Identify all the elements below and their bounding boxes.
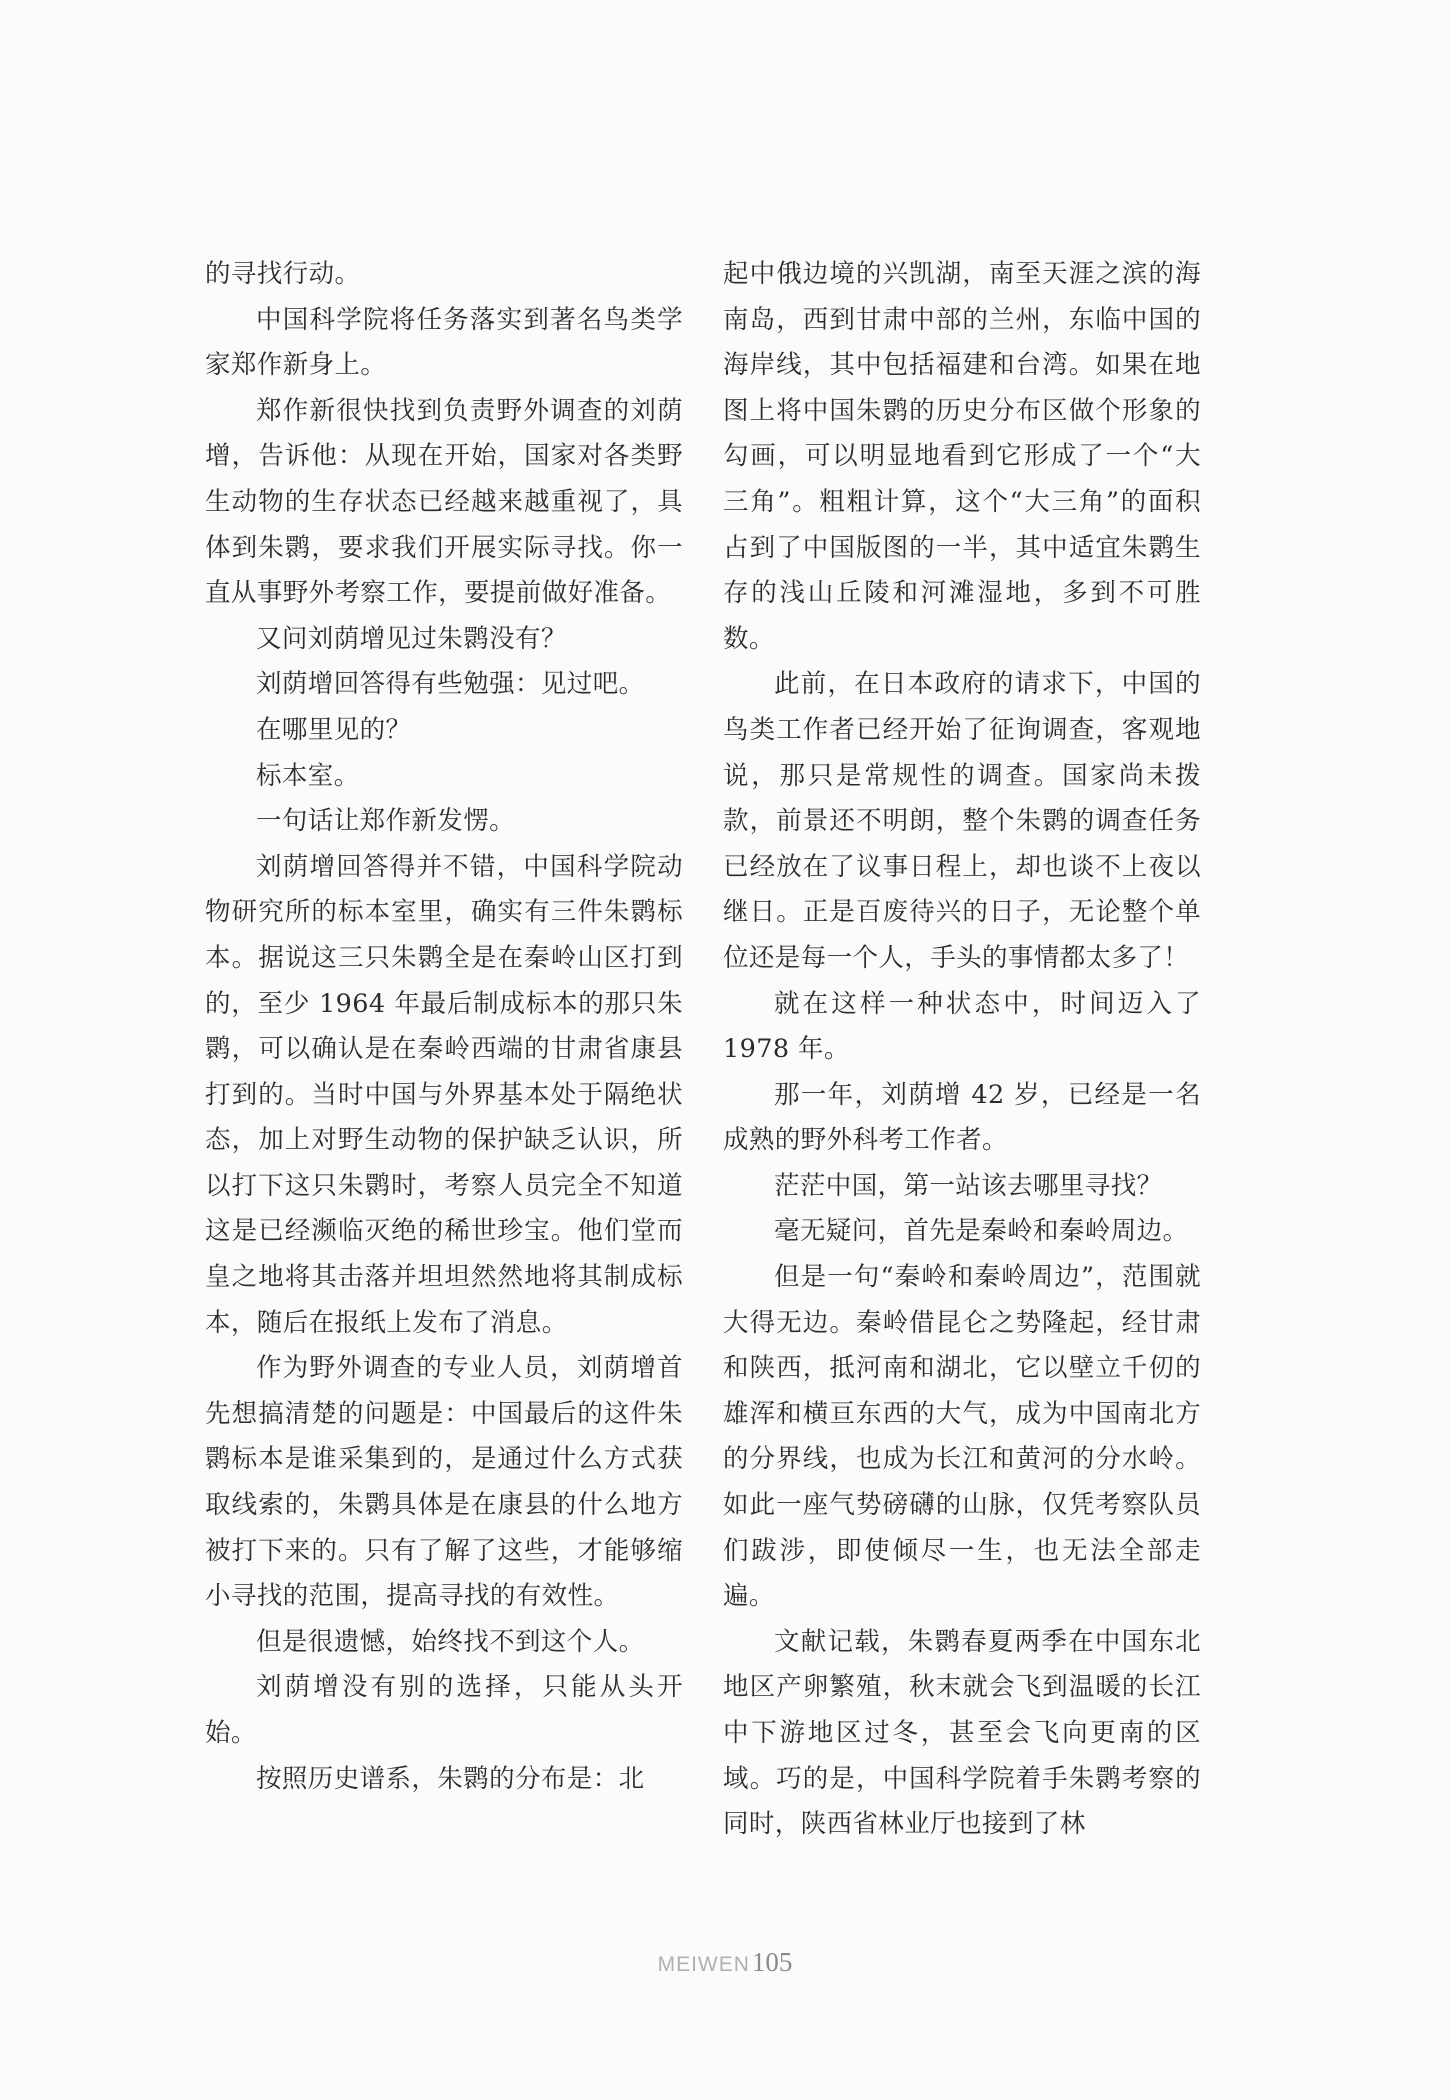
right-column	[723, 252, 1201, 1848]
paragraph: 此前，在日本政府的请求下，中国的鸟类工作者已经开始了征询调查，客观地说，那只是常规性的调查。国家尚未拨款，前景还不明朗，整个朱鹮的调查任务已经放在了议事日程上，却也谈不上夜以继日。正是百废待兴的日子，无论整个单位还是每一个人，手头的事情都太多了！	[723, 669, 1201, 973]
paragraph: 就在这样一种状态中，时间迈入了 1978 年。	[723, 988, 1201, 1065]
paragraph: 按照历史谱系，朱鹮的分布是：北	[256, 1763, 645, 1794]
paragraph: 刘荫增回答得并不错，中国科学院动物研究所的标本室里，确实有三件朱鹮标本。据说这三只朱鹮全是在秦岭山区打到的，至少 1964 年最后制成标本的那只朱鹮，可以确认是在秦岭西端的甘肃省康县打到的。当时中国与外界基本处于隔绝状态，加上对野生动物的保护缺乏认识，所以打下这只朱鹮时，考察人员完全不知道这是已经濒临灭绝的稀世珍宝。他们堂而皇之地将其击落并坦坦然然地将其制成标本，随后在报纸上发布了消息。	[205, 851, 683, 1338]
paragraph: 一句话让郑作新发愣。	[256, 806, 516, 837]
paragraph: 但是很遗憾，始终找不到这个人。	[256, 1626, 645, 1657]
paragraph: 茫茫中国，第一站该去哪里寻找？	[774, 1170, 1163, 1201]
paragraph: 又问刘荫增见过朱鹮没有？	[256, 623, 567, 654]
paragraph: 在哪里见的？	[256, 714, 412, 745]
paragraph: 但是一句“秦岭和秦岭周边”，范围就大得无边。秦岭借昆仑之势隆起，经甘肃和陕西，抵河南和湖北，它以壁立千仞的雄浑和横亘东西的大气，成为中国南北方的分界线，也成为长江和黄河的分水岭。如此一座气势磅礴的山脉，仅凭考察队员们跋涉，即使倾尽一生，也无法全部走遍。	[723, 1262, 1201, 1612]
paragraph: 刘荫增回答得有些勉强：见过吧。	[256, 669, 645, 700]
magazine-name: MEIWEN	[657, 1953, 750, 1976]
left-column	[205, 252, 683, 1802]
paragraph: 的寻找行动。	[205, 259, 361, 289]
paragraph: 郑作新很快找到负责野外调查的刘荫增，告诉他：从现在开始，国家对各类野生动物的生存状态已经越来越重视了，具体到朱鹮，要求我们开展实际寻找。你一直从事野外考察工作，要提前做好准备。	[205, 395, 683, 609]
paragraph: 中国科学院将任务落实到著名鸟类学家郑作新身上。	[205, 304, 683, 381]
paragraph: 文献记载，朱鹮春夏两季在中国东北地区产卵繁殖，秋末就会飞到温暖的长江中下游地区过冬，甚至会飞向更南的区域。巧的是，中国科学院着手朱鹮考察的同时，陕西省林业厅也接到了林	[723, 1626, 1201, 1840]
paragraph: 起中俄边境的兴凯湖，南至天涯之滨的海南岛，西到甘肃中部的兰州，东临中国的海岸线，其中包括福建和台湾。如果在地图上将中国朱鹮的历史分布区做个形象的勾画，可以明显地看到它形成了一个“大三角”。粗粗计算，这个“大三角”的面积占到了中国版图的一半，其中适宜朱鹮生存的浅山丘陵和河滩湿地，多到不可胜数。	[723, 259, 1201, 654]
paragraph: 标本室。	[256, 760, 360, 791]
paragraph: 刘荫增没有别的选择，只能从头开始。	[205, 1672, 683, 1748]
paragraph: 那一年，刘荫增 42 岁，已经是一名成熟的野外科考工作者。	[723, 1079, 1201, 1156]
paragraph: 毫无疑问，首先是秦岭和秦岭周边。	[774, 1216, 1189, 1247]
page-footer	[0, 1947, 1450, 1978]
page-number: 105	[751, 1947, 793, 1977]
paragraph: 作为野外调查的专业人员，刘荫增首先想搞清楚的问题是：中国最后的这件朱鹮标本是谁采集到的，是通过什么方式获取线索的，朱鹮具体是在康县的什么地方被打下来的。只有了解了这些，才能够缩小寻找的范围，提高寻找的有效性。	[205, 1353, 683, 1612]
